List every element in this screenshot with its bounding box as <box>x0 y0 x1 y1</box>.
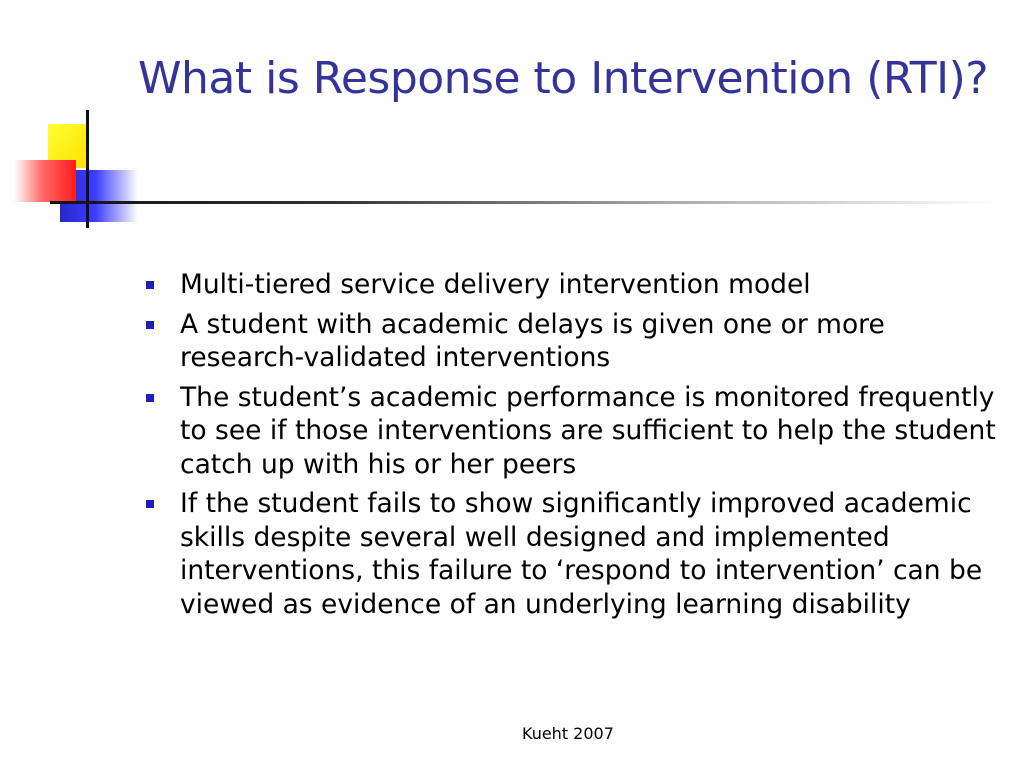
square-bullet-icon <box>146 500 154 508</box>
square-bullet-icon <box>146 394 154 402</box>
decorative-logo-blocks <box>0 0 180 240</box>
bullet-text: Multi-tiered service delivery intervention model <box>180 269 811 300</box>
bullet-item <box>140 268 1000 302</box>
square-bullet-icon <box>146 321 154 329</box>
bullet-text: If the student fails to show significantly improved academic skills despite several well designed and implemented interventions, this failure to ‘respond to intervention’ can be viewed as evidence of an underlying learning disability <box>180 488 983 620</box>
slide-title: What is Response to Intervention (RTI)? <box>138 53 989 104</box>
square-bullet-icon <box>146 281 154 289</box>
title-divider <box>50 201 1000 204</box>
bullet-text: A student with academic delays is given one or more research-validated interventions <box>180 308 885 373</box>
bullet-item <box>140 381 1000 482</box>
bullet-list <box>140 268 1000 627</box>
bullet-item <box>140 308 1000 375</box>
slide-footer: Kueht 2007 <box>522 724 614 743</box>
red-square-decoration <box>14 160 76 202</box>
bullet-item <box>140 487 1000 621</box>
vertical-rule <box>86 110 89 228</box>
bullet-text: The student’s academic performance is monitored frequently to see if those interventions are sufficient to help the student catch up with his or her peers <box>180 381 996 480</box>
